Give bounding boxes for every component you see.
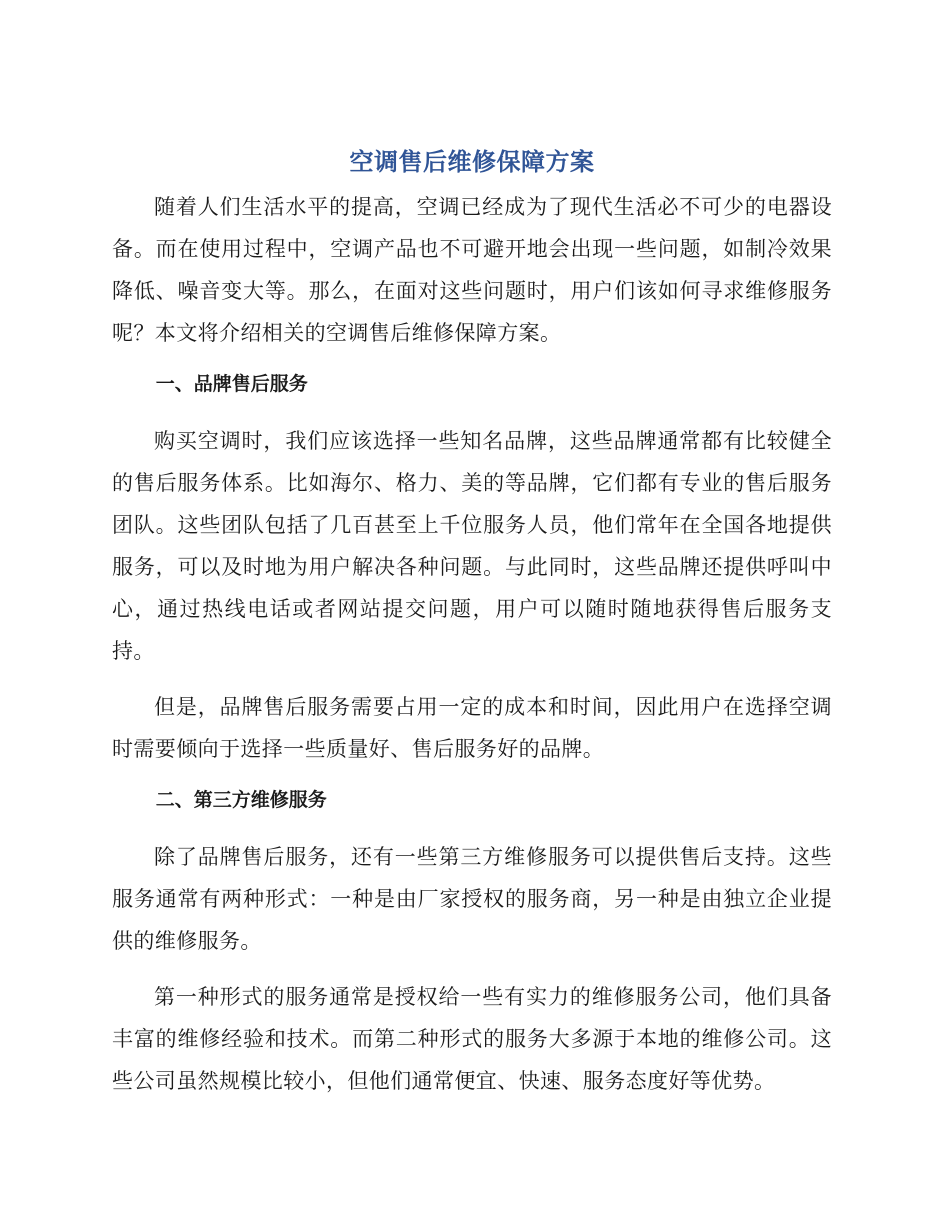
third-party-paragraph-2: 第一种形式的服务通常是授权给一些有实力的维修服务公司，他们具备丰富的维修经验和技术。而第二种形式的服务大多源于本地的维修公司。这些公司虽然规模比较小，但他们通常便宜、快速、服务态度好等优势。: [112, 985, 832, 1093]
intro-paragraph: 随着人们生活水平的提高，空调已经成为了现代生活必不可少的电器设备。而在使用过程中，空调产品也不可避开地会出现一些问题，如制冷效果降低、噪音变大等。那么，在面对这些问题时，用户们该如何寻求维修服务呢？本文将介绍相关的空调售后维修保障方案。: [112, 195, 832, 345]
brand-service-paragraph-1: 购买空调时，我们应该选择一些知名品牌，这些品牌通常都有比较健全的售后服务体系。比如海尔、格力、美的等品牌，它们都有专业的售后服务团队。这些团队包括了几百甚至上千位服务人员，他们常年在全国各地提供服务，可以及时地为用户解决各种问题。与此同时，这些品牌还提供呼叫中心，通过热线电话或者网站提交问题，用户可以随时随地获得售后服务支持。: [112, 429, 832, 663]
third-party-paragraph-1: 除了品牌售后服务，还有一些第三方维修服务可以提供售后支持。这些服务通常有两种形式：一种是由厂家授权的服务商，另一种是由独立企业提供的维修服务。: [112, 845, 832, 953]
document-title: 空调售后维修保障方案: [349, 148, 595, 176]
section-heading-brand-service: 一、品牌售后服务: [155, 373, 308, 395]
document-body: [112, 142, 832, 1110]
brand-service-paragraph-2: 但是，品牌售后服务需要占用一定的成本和时间，因此用户在选择空调时需要倾向于选择一些质量好、售后服务好的品牌。: [112, 695, 832, 761]
section-heading-third-party-service: 二、第三方维修服务: [155, 789, 327, 811]
